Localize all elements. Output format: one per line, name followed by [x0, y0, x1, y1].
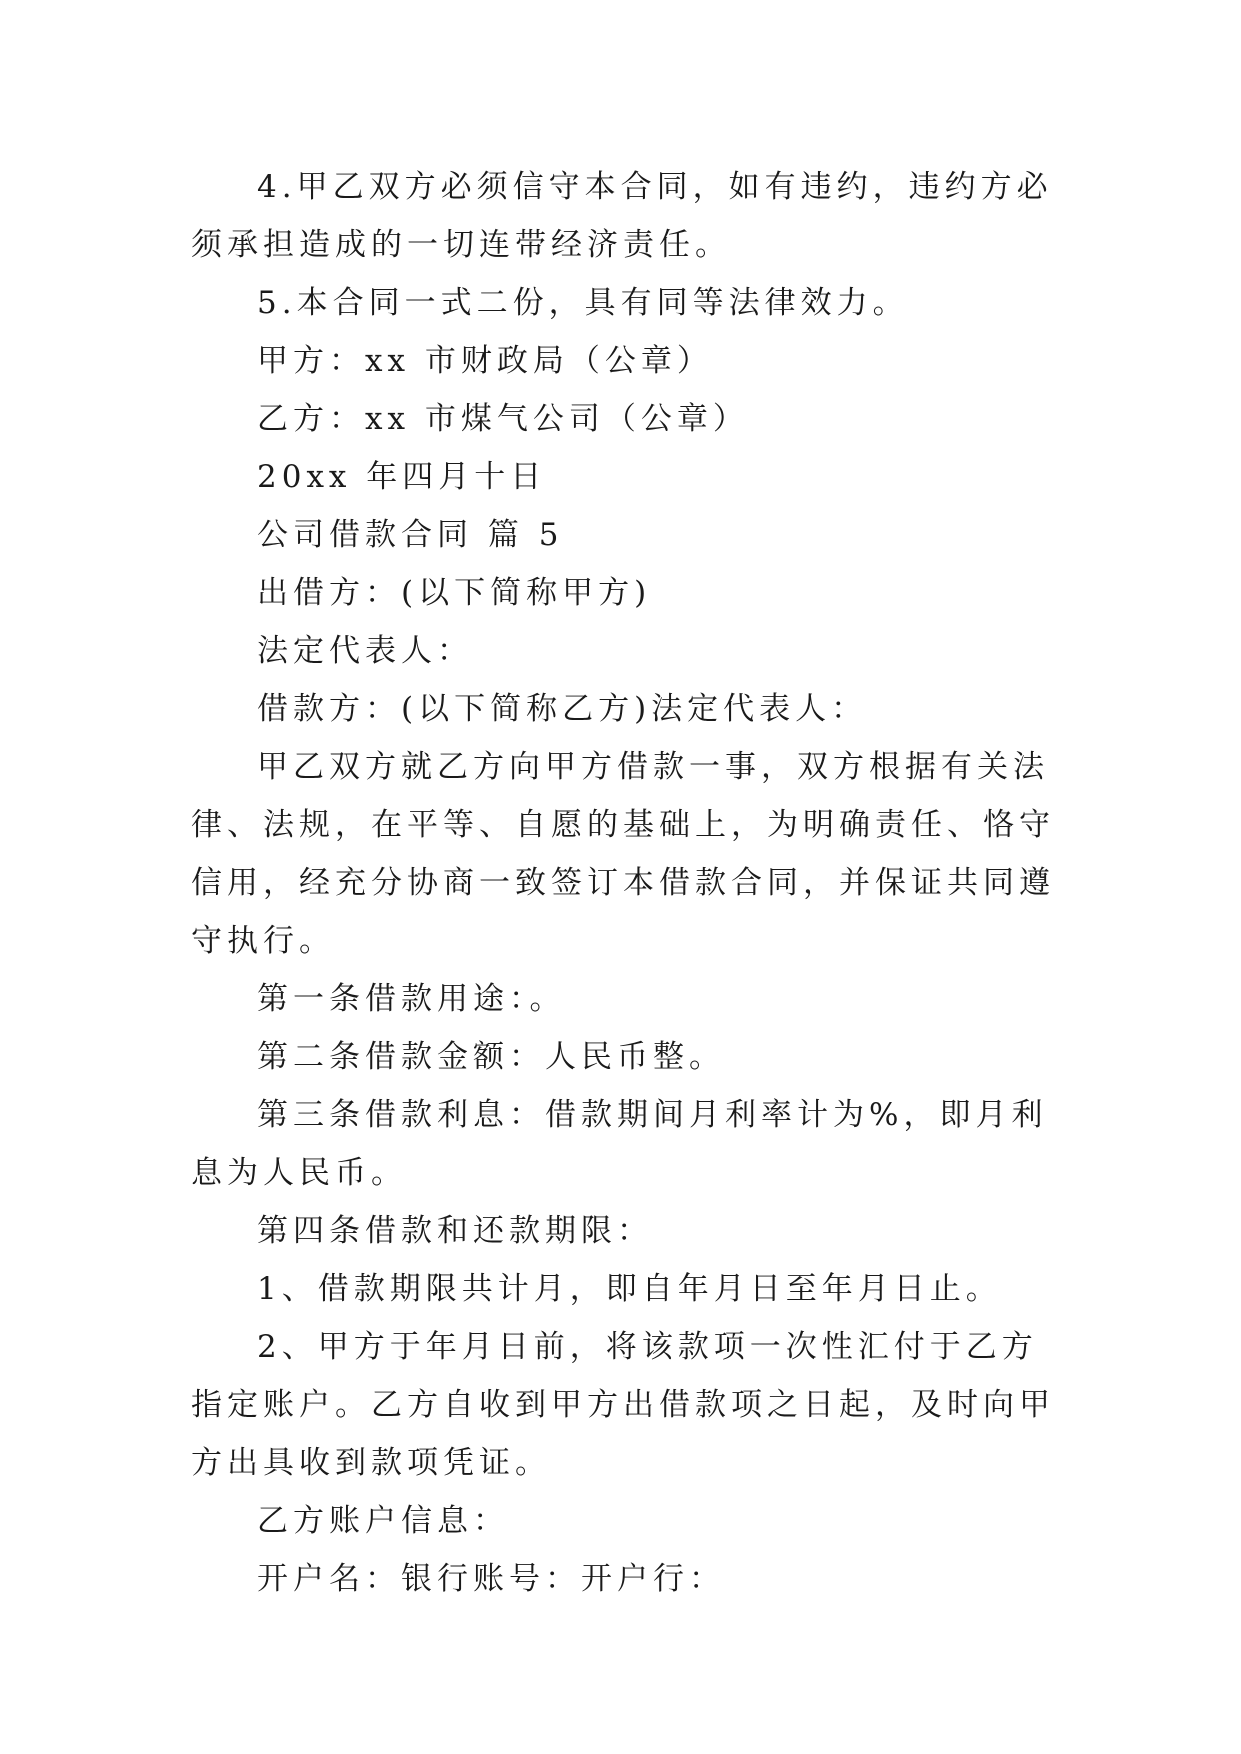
party-a-seal: 甲方：xx 市财政局（公章）	[257, 343, 713, 379]
signing-date: 20xx 年四月十日	[257, 459, 547, 495]
lender-representative: 法定代表人：	[257, 633, 473, 669]
article-2-amount: 第二条借款金额：人民币整。	[257, 1039, 725, 1075]
lender-line: 出借方：(以下简称甲方)	[257, 575, 652, 611]
account-info-heading: 乙方账户信息：	[257, 1503, 509, 1539]
term-item-1: 1、借款期限共计月，即自年月日至年月日止。	[257, 1271, 1002, 1307]
term-item-2: 2、甲方于年月日前，将该款项一次性汇付于乙方指定账户。乙方自收到甲方出借款项之日起，及时向甲方出具收到款项凭证。	[191, 1329, 1055, 1481]
clause-4-breach: 4.甲乙双方必须信守本合同，如有违约，违约方必须承担造成的一切连带经济责任。	[191, 169, 1053, 263]
article-1-purpose: 第一条借款用途：。	[257, 981, 566, 1017]
document-body	[191, 158, 1061, 1608]
preamble: 甲乙双方就乙方向甲方借款一事，双方根据有关法律、法规，在平等、自愿的基础上，为明确责任、恪守信用，经充分协商一致签订本借款合同，并保证共同遵守执行。	[191, 749, 1055, 959]
account-fields: 开户名：银行账号：开户行：	[257, 1561, 725, 1597]
article-4-term: 第四条借款和还款期限：	[257, 1213, 653, 1249]
section-heading: 公司借款合同 篇 5	[257, 517, 564, 553]
party-b-seal: 乙方：xx 市煤气公司（公章）	[257, 401, 749, 437]
article-3-interest: 第三条借款利息：借款期间月利率计为%，即月利息为人民币。	[191, 1097, 1048, 1191]
borrower-line: 借款方：(以下简称乙方)法定代表人：	[257, 691, 868, 727]
clause-5-copies: 5.本合同一式二份，具有同等法律效力。	[257, 285, 909, 321]
